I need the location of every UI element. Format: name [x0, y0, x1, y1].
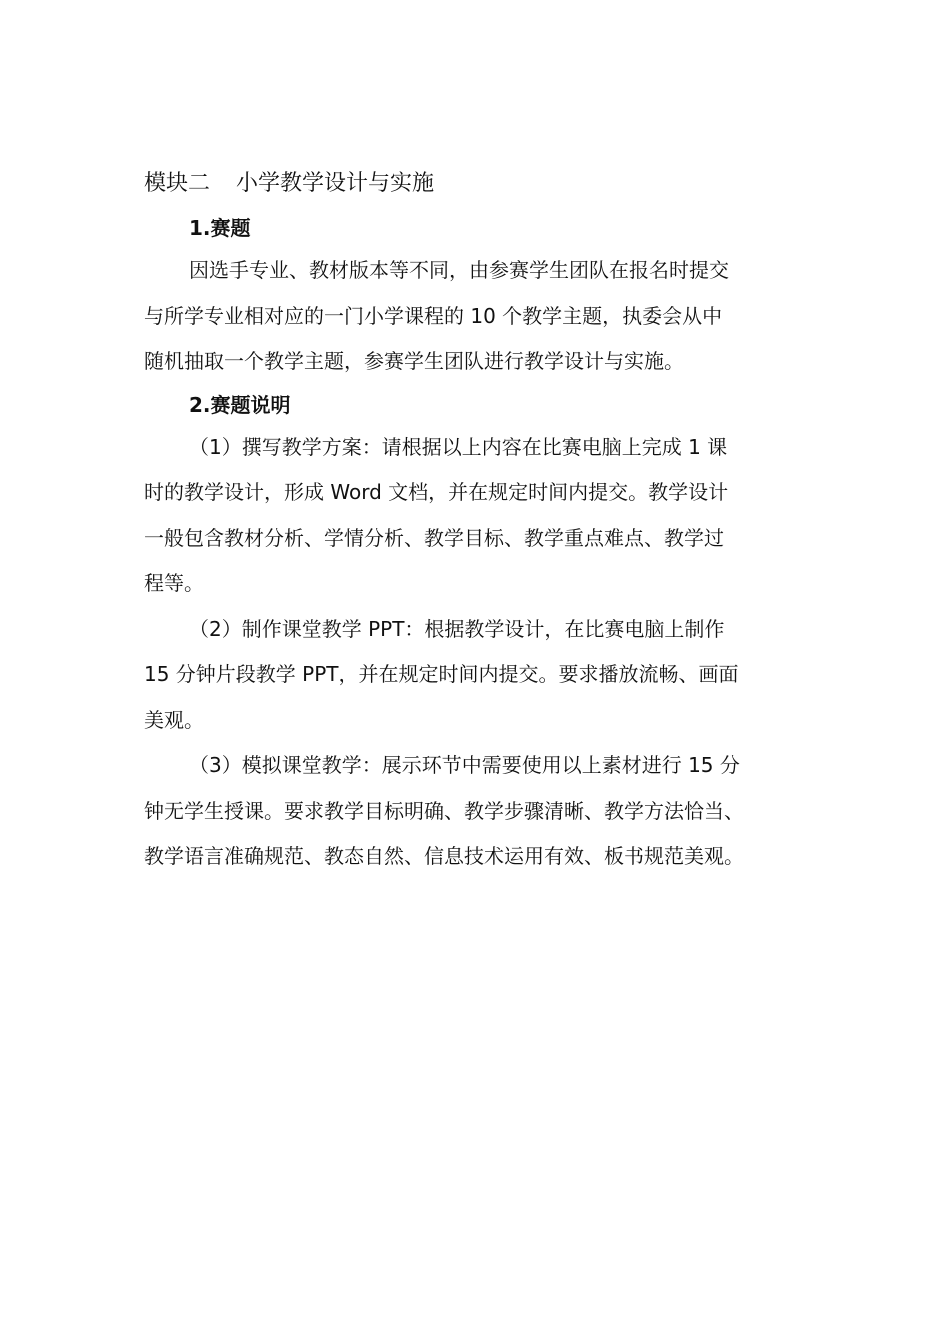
- section-heading-competition-topic: 1.赛题: [189, 216, 251, 240]
- paragraph-topic-description: [144, 248, 809, 385]
- module-name: 小学教学设计与实施: [236, 171, 435, 196]
- paragraph-line: 时的教学设计，形成 Word 文档，并在规定时间内提交。教学设计: [144, 480, 729, 504]
- paragraph-item-2-ppt: [144, 607, 809, 744]
- section-heading-topic-explanation: 2.赛题说明: [189, 392, 291, 417]
- module-title: [144, 164, 809, 204]
- paragraph-item-3-mock-teaching: [144, 743, 809, 880]
- paragraph-line: 教学语言准确规范、教态自然、信息技术运用有效、板书规范美观。: [144, 844, 744, 868]
- module-label: 模块二: [144, 171, 211, 196]
- paragraph-line: 程等。: [144, 571, 204, 595]
- document-body: [144, 164, 809, 880]
- paragraph-item-1-teaching-plan: [144, 425, 809, 607]
- paragraph-line: 一般包含教材分析、学情分析、教学目标、教学重点难点、教学过: [144, 525, 724, 550]
- paragraph-line: 随机抽取一个教学主题，参赛学生团队进行教学设计与实施。: [144, 349, 684, 373]
- paragraph-line: 美观。: [144, 707, 204, 732]
- paragraph-line: （2）制作课堂教学 PPT：根据教学设计，在比赛电脑上制作: [189, 616, 725, 641]
- paragraph-line: （1）撰写教学方案：请根据以上内容在比赛电脑上完成 1 课: [189, 434, 728, 459]
- paragraph-line: 15 分钟片段教学 PPT，并在规定时间内提交。要求播放流畅、画面: [144, 662, 739, 686]
- paragraph-line: 钟无学生授课。要求教学目标明确、教学步骤清晰、教学方法恰当、: [144, 798, 744, 823]
- paragraph-line: 与所学专业相对应的一门小学课程的 10 个教学主题，执委会从中: [144, 303, 723, 328]
- paragraph-line: （3）模拟课堂教学：展示环节中需要使用以上素材进行 15 分: [189, 753, 740, 777]
- paragraph-line: 因选手专业、教材版本等不同，由参赛学生团队在报名时提交: [189, 258, 729, 282]
